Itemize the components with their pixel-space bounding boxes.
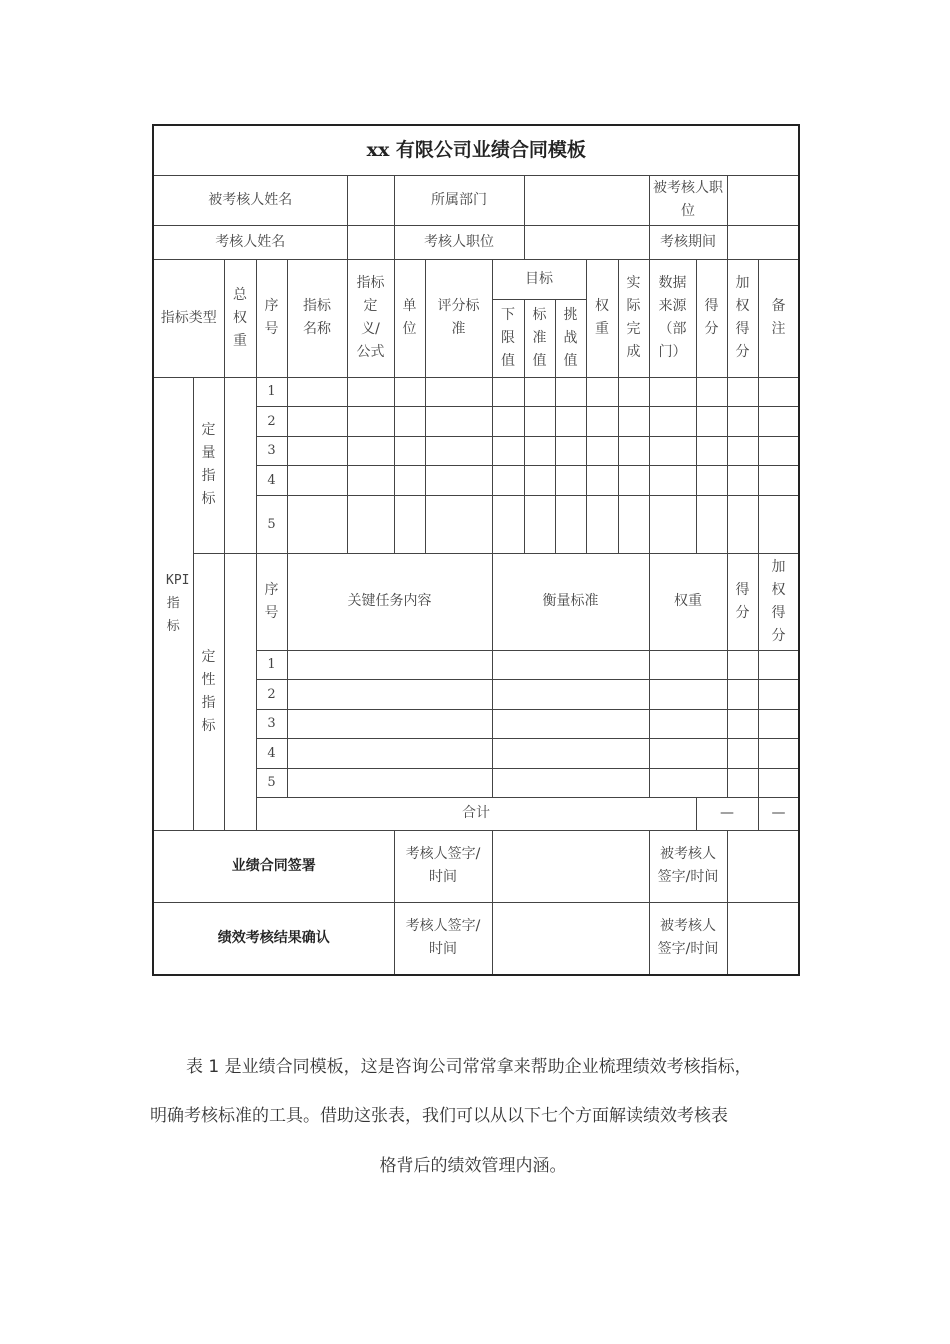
qual-header-measure: 衡量标准 [492,553,649,650]
table-cell[interactable] [555,377,586,406]
table-cell[interactable] [758,495,799,553]
table-cell[interactable] [758,679,799,709]
table-cell[interactable] [649,738,727,768]
header-challenge: 挑战值 [555,299,586,377]
header-target: 目标 [492,259,586,299]
table-cell[interactable] [287,436,347,465]
table-cell[interactable] [649,436,696,465]
table-cell[interactable] [287,377,347,406]
header-actual: 实际完成 [618,259,649,377]
table-cell[interactable] [586,495,618,553]
table-cell[interactable] [425,377,492,406]
row-number: 2 [256,406,287,436]
table-cell[interactable] [649,377,696,406]
table-cell[interactable] [649,768,727,797]
table-cell[interactable] [758,709,799,738]
header-unit: 单位 [394,259,425,377]
table-cell[interactable] [586,406,618,436]
row-number: 1 [256,377,287,406]
table-cell[interactable] [425,465,492,495]
header-lower: 下限值 [492,299,524,377]
appraisee-position-label: 被考核人职位 [649,175,727,225]
total-actual-dash: — [758,797,799,830]
table-cell[interactable] [696,436,727,465]
table-cell[interactable] [492,377,524,406]
table-cell[interactable] [287,679,492,709]
appraisee-name-cell[interactable] [347,175,394,225]
period-label: 考核期间 [649,225,727,259]
table-cell[interactable] [618,495,649,553]
table-cell[interactable] [492,650,649,679]
sign-result-appraiser-cell[interactable] [492,902,649,975]
table-cell[interactable] [649,709,727,738]
table-cell[interactable] [347,465,394,495]
table-cell[interactable] [586,436,618,465]
table-cell[interactable] [492,495,524,553]
paragraph-line-3: 格背后的绩效管理内涵。 [379,1156,567,1176]
table-cell[interactable] [555,465,586,495]
row-number: 4 [256,465,287,495]
table-cell[interactable] [649,465,696,495]
sign-result-appraisee-cell[interactable] [727,902,799,975]
period-cell[interactable] [727,225,799,259]
table-cell[interactable] [425,436,492,465]
table-cell[interactable] [287,465,347,495]
table-cell[interactable] [287,738,492,768]
quantitative-label: 定量指标 [193,377,224,553]
table-cell[interactable] [758,377,799,406]
table-cell[interactable] [649,679,727,709]
header-total-weight: 总权重 [224,259,256,377]
row-number: 5 [256,495,287,553]
table-cell[interactable] [347,495,394,553]
table-cell[interactable] [555,495,586,553]
table-cell[interactable] [727,650,758,679]
table-cell[interactable] [727,436,758,465]
sign-contract-appraisee-cell[interactable] [727,830,799,902]
qual-header-weighted-score: 加权得分 [758,553,799,650]
header-remark: 备注 [758,259,799,377]
table-cell[interactable] [758,650,799,679]
appraiser-name-label: 考核人姓名 [153,225,347,259]
table-cell[interactable] [758,436,799,465]
table-cell[interactable] [758,768,799,797]
table-cell[interactable] [555,406,586,436]
table-cell[interactable] [727,377,758,406]
table-cell[interactable] [618,377,649,406]
table-cell[interactable] [492,406,524,436]
sign-result-appraiser-label: 考核人签字/时间 [394,902,492,975]
table-cell[interactable] [727,406,758,436]
table-cell[interactable] [727,709,758,738]
qual-header-seq: 序号 [256,553,287,650]
row-number: 4 [256,738,287,768]
row-number: 1 [256,650,287,679]
header-score: 得分 [696,259,727,377]
table-cell[interactable] [696,377,727,406]
qual-header-task: 关键任务内容 [287,553,492,650]
appraiser-name-cell[interactable] [347,225,394,259]
sign-contract-appraisee-label: 被考核人签字/时间 [649,830,727,902]
table-cell[interactable] [524,377,555,406]
header-name: 指标名称 [287,259,347,377]
total-weight-dash: — [696,797,758,830]
header-indicator-type: 指标类型 [153,259,224,377]
sign-result-appraisee-label: 被考核人签字/时间 [649,902,727,975]
table-cell[interactable] [492,465,524,495]
table-cell[interactable] [727,679,758,709]
qualitative-total-weight-cell[interactable] [224,553,256,830]
table-cell[interactable] [347,377,394,406]
appraisee-position-cell[interactable] [727,175,799,225]
table-cell[interactable] [758,465,799,495]
total-label: 合计 [256,797,696,830]
table-cell[interactable] [492,738,649,768]
row-number: 3 [256,436,287,465]
table-cell[interactable] [727,465,758,495]
row-number: 2 [256,679,287,709]
header-standard: 标准值 [524,299,555,377]
table-cell[interactable] [394,377,425,406]
sign-contract-label: 业绩合同签署 [153,830,394,902]
table-cell[interactable] [524,406,555,436]
appraiser-position-cell[interactable] [524,225,649,259]
row-number: 5 [256,768,287,797]
table-cell[interactable] [555,436,586,465]
header-definition: 指标定义/公式 [347,259,394,377]
table-cell[interactable] [287,495,347,553]
qual-header-score: 得分 [727,553,758,650]
table-cell[interactable] [287,406,347,436]
kpi-label: KPI指标 [153,377,193,830]
row-number: 3 [256,709,287,738]
table-cell[interactable] [287,650,492,679]
paragraph-line-2: 明确考核标准的工具。借助这张表，我们可以从以下七个方面解读绩效考核表 [150,1106,728,1126]
qual-header-weight: 权重 [649,553,727,650]
table-cell[interactable] [524,436,555,465]
quantitative-total-weight-cell[interactable] [224,377,256,553]
header-source: 数据来源（部门） [649,259,696,377]
table-cell[interactable] [492,679,649,709]
table-cell[interactable] [347,406,394,436]
table-cell[interactable] [649,650,727,679]
table-cell[interactable] [425,406,492,436]
table-cell[interactable] [618,436,649,465]
table-cell[interactable] [394,406,425,436]
table-cell[interactable] [696,406,727,436]
table-cell[interactable] [618,406,649,436]
table-cell[interactable] [649,406,696,436]
appraiser-position-label: 考核人职位 [394,225,524,259]
table-cell[interactable] [758,738,799,768]
performance-contract-table [152,124,800,976]
qualitative-label: 定性指标 [193,553,224,830]
table-cell[interactable] [727,738,758,768]
table-cell[interactable] [492,709,649,738]
table-cell[interactable] [492,768,649,797]
department-label: 所属部门 [394,175,524,225]
table-title: xx 有限公司业绩合同模板 [153,125,799,175]
table-cell[interactable] [492,436,524,465]
table-cell[interactable] [696,465,727,495]
table-cell[interactable] [727,768,758,797]
table-cell[interactable] [618,465,649,495]
department-cell[interactable] [524,175,649,225]
header-seq: 序号 [256,259,287,377]
table-cell[interactable] [347,436,394,465]
header-weighted-score: 加权得分 [727,259,758,377]
table-cell[interactable] [394,465,425,495]
table-cell[interactable] [394,495,425,553]
table-cell[interactable] [586,465,618,495]
sign-contract-appraiser-cell[interactable] [492,830,649,902]
table-cell[interactable] [758,406,799,436]
table-cell[interactable] [696,495,727,553]
table-cell[interactable] [524,495,555,553]
table-cell[interactable] [727,495,758,553]
table-cell[interactable] [425,495,492,553]
sign-result-label: 绩效考核结果确认 [153,902,394,975]
header-weight: 权重 [586,259,618,377]
table-cell[interactable] [524,465,555,495]
sign-contract-appraiser-label: 考核人签字/时间 [394,830,492,902]
table-cell[interactable] [394,436,425,465]
header-criteria: 评分标准 [425,259,492,377]
appraisee-name-label: 被考核人姓名 [153,175,347,225]
table-cell[interactable] [287,709,492,738]
table-cell[interactable] [649,495,696,553]
table-cell[interactable] [287,768,492,797]
paragraph-line-1: 表 1 是业绩合同模板，这是咨询公司常常拿来帮助企业梳理绩效考核指标， [186,1057,752,1077]
table-cell[interactable] [586,377,618,406]
